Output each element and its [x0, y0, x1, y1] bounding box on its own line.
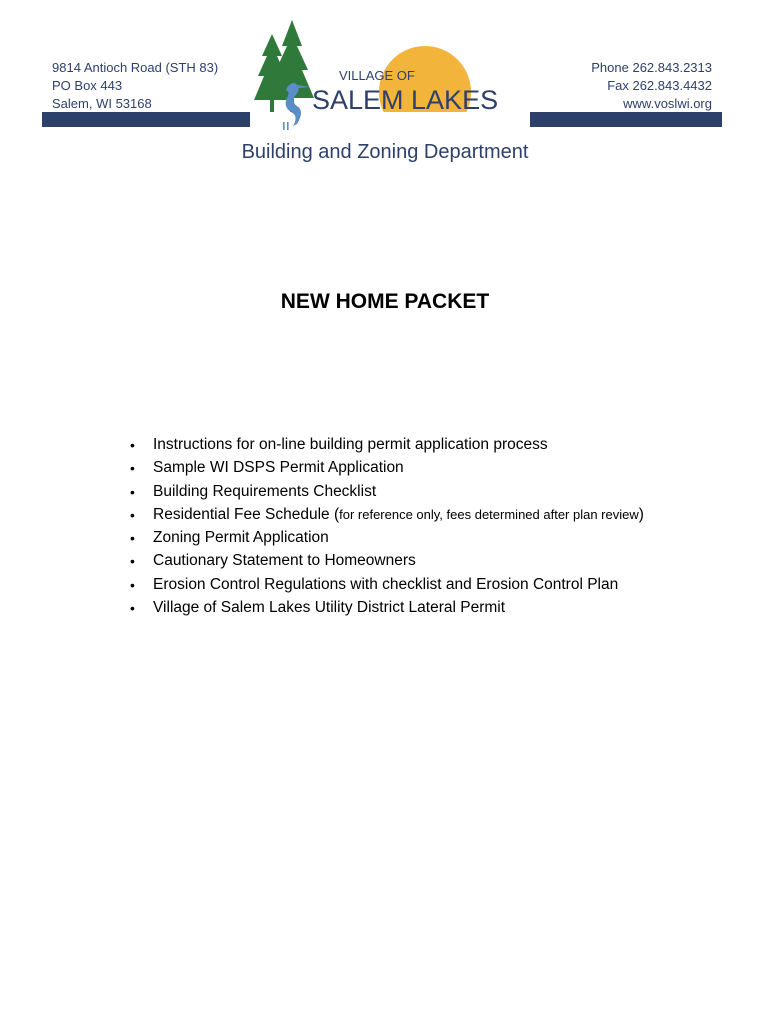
item-text-tail: )	[638, 505, 644, 523]
page-title: NEW HOME PACKET	[280, 290, 490, 313]
item-text: Instructions for on-line building permit application process	[153, 436, 548, 453]
mailing-address	[52, 59, 218, 113]
item-text: Cautionary Statement to Homeowners	[153, 552, 416, 570]
fax-number: Fax 262.843.4432	[607, 78, 712, 93]
pine-trees-icon	[254, 20, 314, 112]
list-item	[130, 505, 644, 528]
bullet-icon: •	[130, 576, 135, 593]
item-text: Zoning Permit Application	[153, 529, 329, 547]
bullet-icon: •	[130, 506, 135, 523]
item-text: Building Requirements Checklist	[153, 482, 377, 500]
list-item	[130, 482, 644, 505]
item-text: Erosion Control Regulations with checklist and Erosion Control Plan	[153, 575, 619, 593]
bullet-icon: •	[130, 437, 135, 453]
list-item	[130, 458, 644, 481]
item-note: for reference only, fees determined after plan review	[339, 506, 639, 522]
address-line: PO Box 443	[52, 78, 123, 93]
bullet-icon: •	[130, 460, 135, 477]
department-name: Building and Zoning Department	[241, 141, 529, 163]
logo-village-of: VILLAGE OF	[339, 68, 415, 83]
established-year: Est. 2017	[467, 114, 521, 124]
bullet-icon: •	[130, 483, 135, 500]
packet-contents-list	[130, 435, 644, 621]
item-text: Village of Salem Lakes Utility District Lateral Permit	[153, 599, 506, 617]
list-item	[130, 528, 644, 551]
phone-number: Phone 262.843.2313	[591, 60, 712, 75]
logo-salem-lakes: SALEM LAKES	[312, 85, 499, 115]
bullet-icon: •	[130, 530, 135, 547]
bullet-icon: •	[130, 600, 135, 617]
address-line: 9814 Antioch Road (STH 83)	[52, 60, 219, 75]
bullet-icon: •	[130, 553, 135, 570]
list-item	[130, 598, 644, 621]
contact-info	[591, 59, 712, 113]
item-text: Sample WI DSPS Permit Application	[153, 459, 404, 477]
item-text: Residential Fee Schedule (	[153, 505, 340, 523]
list-item	[130, 575, 644, 598]
list-item	[130, 435, 644, 458]
list-item	[130, 551, 644, 574]
website-link[interactable]: www.voslwi.org	[623, 96, 712, 111]
address-line: Salem, WI 53168	[52, 96, 152, 111]
